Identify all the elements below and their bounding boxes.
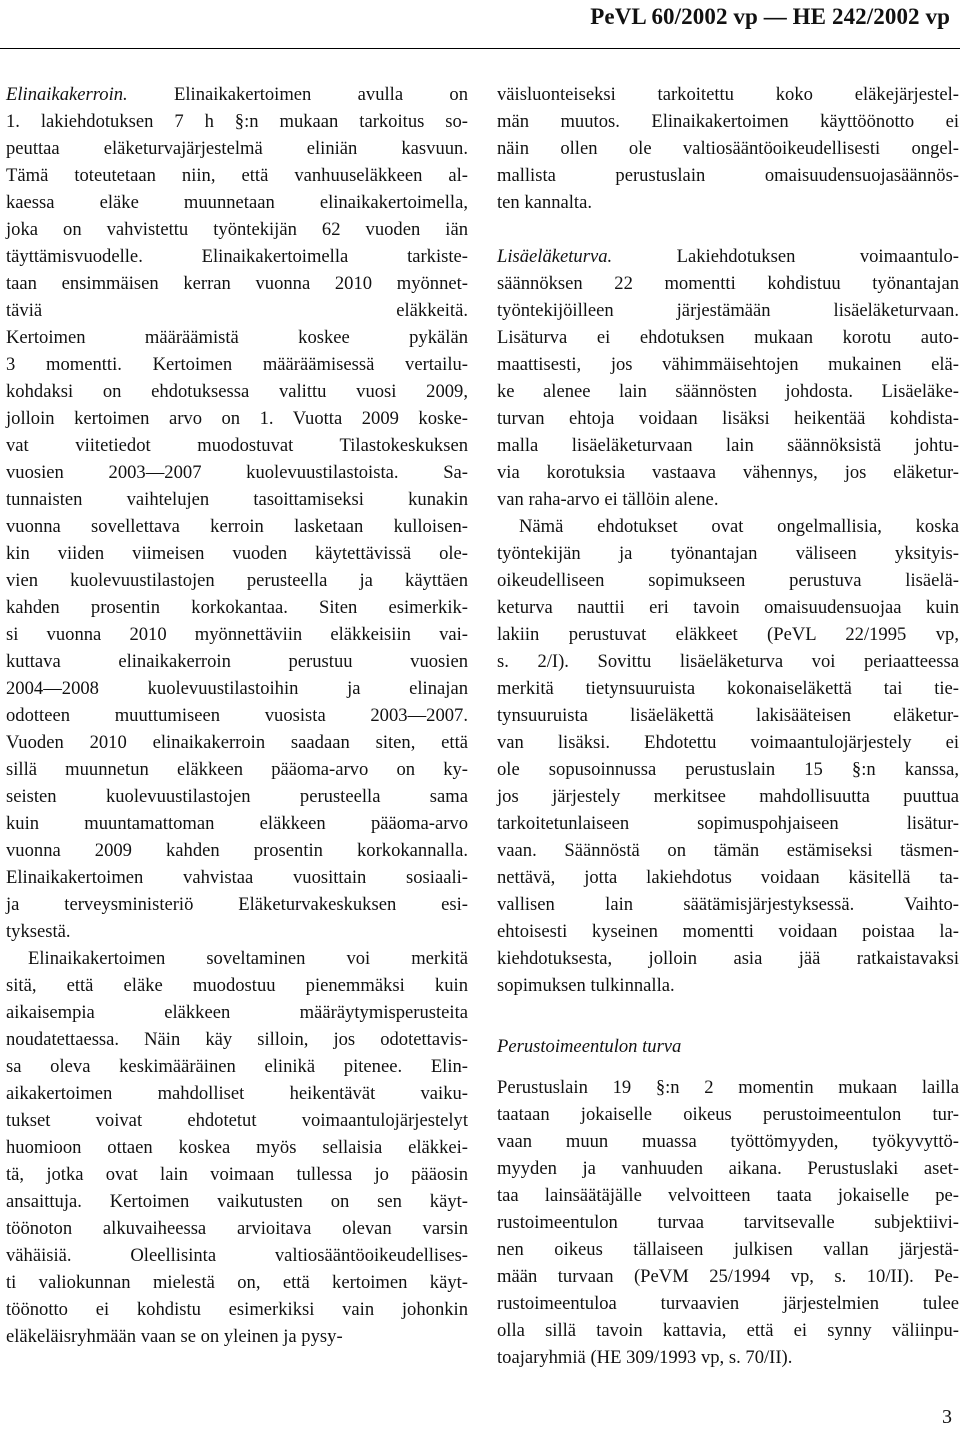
text-line: myyden ja vanhuuden aikana. Perustuslaki aset- — [497, 1158, 959, 1179]
text-line: ja terveysministeriö Eläketurvakeskuksen esi- — [6, 894, 468, 915]
text-line: ti valiokunnan mielestä on, että kertoimen käyt- — [6, 1272, 468, 1293]
text-line: tä, jotka ovat lain voimaan tullessa jo pääosin — [6, 1164, 468, 1185]
text-line — [497, 243, 959, 270]
text-line: näin ollen ole valtiosääntöoikeudellisesti ongel- — [497, 138, 959, 159]
text-line: turvan ehtoja voidaan lisäksi heikentää kohdista- — [497, 408, 959, 429]
text-line: kin viiden viimeisen vuoden käytettävissä ole- — [6, 543, 468, 564]
text-line: Perustuslain 19 §:n 2 momentin mukaan lailla — [497, 1077, 959, 1098]
page-header: PeVL 60/2002 vp — HE 242/2002 vp — [590, 4, 950, 29]
text-line: oikeudelliseen sopimukseen perustuva lisäelä- — [497, 570, 959, 591]
text-line: täviä eläkkeitä. — [6, 300, 468, 321]
text-line: Vuoden 2010 elinaikakerroin saadaan siten, että — [6, 732, 468, 753]
text-line: rustoimeentuloa turvaavien järjestelmien tulee — [497, 1293, 959, 1314]
text-line: ehtoisesti kyseinen momentti voidaan poistaa la- — [497, 921, 959, 942]
run-in-heading: Lisäeläketurva. — [497, 246, 613, 267]
right-paragraph-1 — [497, 81, 959, 216]
text-line: toajaryhmiä (HE 309/1993 vp, s. 70/II). — [497, 1347, 793, 1368]
text-line: tynsuuruista lisäeläkettä lakisääteisen eläketur- — [497, 705, 959, 726]
text-line: vuonna sovellettava kerroin lasketaan kulloisen- — [6, 516, 468, 537]
page-number: 3 — [942, 1406, 952, 1428]
text-line: eläkeläisryhmään vaan se on yleinen ja pysy- — [6, 1326, 343, 1347]
left-paragraph-2 — [6, 945, 468, 1350]
text-line: si vuonna 2010 myönnettäviin eläkkeisiin vai- — [6, 624, 468, 645]
text-line: vaan muun muassa työttömyyden, työkyvyttö- — [497, 1131, 959, 1152]
text-line: tyksestä. — [6, 921, 71, 942]
header-rule — [0, 48, 960, 49]
text-line: lakiin perustuvat eläkkeet (PeVL 22/1995 vp, — [497, 624, 959, 645]
text-line: ke alenee lain säännösten johdosta. Lisäeläke- — [497, 381, 959, 402]
text-line: s. 2/I). Sovittu lisäeläketurva voi periaatteessa — [497, 651, 959, 672]
text-line: sillä muunnetun eläkkeen pääoma-arvo on ky- — [6, 759, 468, 780]
text-line: Kertoimen määräämistä koskee pykälän — [6, 327, 468, 348]
text-line: kohdaksi on ehdotuksessa valittu vuosi 2009, — [6, 381, 468, 402]
text-line: vuosien 2003—2007 kuolevuustilastoista. Sa- — [6, 462, 468, 483]
text-line: merkitä tietynsuuruista kokonaiseläkettä tai tie- — [497, 678, 959, 699]
text-line: jolloin kertoimen arvo on 1. Vuotta 2009 koske- — [6, 408, 468, 429]
line-text: Lakiehdotuksen voimaantulo- — [676, 246, 959, 267]
text-line: ten kannalta. — [497, 192, 592, 213]
text-line: maattisesti, jos vähimmäisehtojen mukainen elä- — [497, 354, 959, 375]
text-line: nettävä, jotta lakiehdotus voidaan käsitellä ta- — [497, 867, 959, 888]
text-line: vähäisiä. Oleellisinta valtiosääntöoikeudellises- — [6, 1245, 468, 1266]
text-line: aikakertoimen mahdolliset heikentävät vaiku- — [6, 1083, 468, 1104]
text-line: malla lisäeläketurvaan lain säännöksistä johtu- — [497, 435, 959, 456]
run-in-heading: Elinaikakerroin. — [6, 84, 128, 105]
text-line: taataan jokaiselle oikeus perustoimeentulon tur- — [497, 1104, 959, 1125]
text-line: huomioon ottaen koskea myös sellaisia eläkkei- — [6, 1137, 468, 1158]
text-line: sa oleva keskimääräinen elinikä pitenee. Elin- — [6, 1056, 468, 1077]
text-line: keturva nauttii eri tavoin omaisuudensuojaa kuin — [497, 597, 959, 618]
text-line: noudatettaessa. Näin käy silloin, jos odotettavis- — [6, 1029, 468, 1050]
text-line: män muutos. Elinaikakertoimen käyttöönotto ei — [497, 111, 959, 132]
text-line: säännöksen 22 momentti kohdistuu työnantajan — [497, 273, 959, 294]
section-heading: Perustoimeentulon turva — [497, 1036, 682, 1057]
text-line: Nämä ehdotukset ovat ongelmallisia, koska — [519, 516, 959, 537]
line-text: Elinaikakertoimen avulla on — [174, 84, 468, 105]
text-line: tukset voivat ehdotetut voimaantulojärjestelyt — [6, 1110, 468, 1131]
text-line: kahden prosentin korkokantaa. Siten esimerkik- — [6, 597, 468, 618]
text-line: töönoton alkuvaiheessa arvioitava olevan varsin — [6, 1218, 468, 1239]
text-line: ansaittuja. Kertoimen vaikutusten on sen käyt- — [6, 1191, 468, 1212]
left-paragraph-1 — [6, 81, 468, 945]
text-line: taa lainsäätäjälle velvoitteen taata jokaiselle pe- — [497, 1185, 959, 1206]
text-line: sopimuksen tulkinnalla. — [497, 975, 675, 996]
text-line: täyttämisvuodelle. Elinaikakertoimella tarkiste- — [6, 246, 468, 267]
text-line: 1. lakiehdotuksen 7 h §:n mukaan tarkoitus so- — [6, 111, 468, 132]
text-line: vat viitetiedot muodostuvat Tilastokeskuksen — [6, 435, 468, 456]
text-line: peuttaa eläketurvajärjestelmä eliniän kasvuun. — [6, 138, 468, 159]
text-line: rustoimeentulon turvaa tarvitsevalle subjektiivi- — [497, 1212, 959, 1233]
text-line: aikaisempia eläkkeen määräytymisperusteita — [6, 1002, 468, 1023]
text-line: vaan. Säännöstä on tämän estämiseksi täsmen- — [497, 840, 959, 861]
text-line: työntekijän ja työnantajan väliseen yksityis- — [497, 543, 959, 564]
text-line: taan ensimmäisen kerran vuonna 2010 myönnet- — [6, 273, 468, 294]
right-paragraph-2 — [497, 243, 959, 513]
text-line: van raha-arvo ei tällöin alene. — [497, 489, 719, 510]
right-paragraph-4 — [497, 1074, 959, 1371]
text-line: 3 momentti. Kertoimen määräämisessä vertailu- — [6, 354, 468, 375]
text-line: sitä, että eläke muodostuu pienemmäksi kuin — [6, 975, 468, 996]
text-line: vuonna 2009 kahden prosentin korkokannalla. — [6, 840, 468, 861]
text-line: vien kuolevuustilastojen perusteella ja käyttäen — [6, 570, 468, 591]
text-line: tunnaisten vaihtelujen tasoittamiseksi kunakin — [6, 489, 468, 510]
text-line: Lisäturva ei ehdotuksen mukaan korotu auto- — [497, 327, 959, 348]
text-line: odotteen muuttumiseen vuosista 2003—2007. — [6, 705, 468, 726]
text-line: tarkoitetunlaiseen sopimuspohjaiseen lisätur- — [497, 813, 959, 834]
text-line: olla sillä tavoin kattavia, että ei synny väliinpu- — [497, 1320, 959, 1341]
text-line: vallisen lain säätämisjärjestyksessä. Vaihto- — [497, 894, 959, 915]
text-line: työntekijöilleen järjestämään lisäeläketurvaan. — [497, 300, 959, 321]
text-line: jos järjestely merkitsee mahdollisuutta puuttua — [497, 786, 959, 807]
right-column — [497, 81, 959, 1371]
section-gap — [497, 999, 959, 1033]
text-line: mallista perustuslain omaisuudensuojasäännös- — [497, 165, 959, 186]
right-paragraph-3 — [497, 513, 959, 999]
text-line: kaessa eläke muunnetaan elinaikakertoimella, — [6, 192, 468, 213]
text-line: kiehdotuksesta, jolloin asia jää ratkaistavaksi — [497, 948, 959, 969]
text-line: Elinaikakertoimen soveltaminen voi merkitä — [28, 948, 468, 969]
text-line: ole sopusoinnussa perustuslain 15 §:n kanssa, — [497, 759, 959, 780]
text-line: Elinaikakertoimen vahvistaa vuosittain sosiaali- — [6, 867, 468, 888]
text-line: kuin muuntamattoman eläkkeen pääoma-arvo — [6, 813, 468, 834]
text-line: 2004—2008 kuolevuustilastoihin ja elinajan — [6, 678, 468, 699]
text-line: mään turvaan (PeVM 25/1994 vp, s. 10/II). Pe- — [497, 1266, 959, 1287]
text-line: via korotuksia vastaava vähennys, jos eläketur- — [497, 462, 959, 483]
text-line: van lisäksi. Ehdotettu voimaantulojärjestely ei — [497, 732, 959, 753]
left-column — [6, 81, 468, 1350]
text-line: töönotto ei kohdistu esimerkiksi vain johonkin — [6, 1299, 468, 1320]
text-line: väisluonteiseksi tarkoitettu koko eläkejärjestel- — [497, 84, 959, 105]
text-line: joka on vahvistettu työntekijän 62 vuoden iän — [6, 219, 468, 240]
text-line: seisten kuolevuustilastojen perusteella sama — [6, 786, 468, 807]
text-line — [6, 81, 468, 108]
text-line: Tämä toteutetaan niin, että vanhuuseläkkeen al- — [6, 165, 468, 186]
text-line: nen oikeus tällaiseen julkisen vallan järjestä- — [497, 1239, 959, 1260]
text-line: kuttava elinaikakerroin perustuu vuosien — [6, 651, 468, 672]
